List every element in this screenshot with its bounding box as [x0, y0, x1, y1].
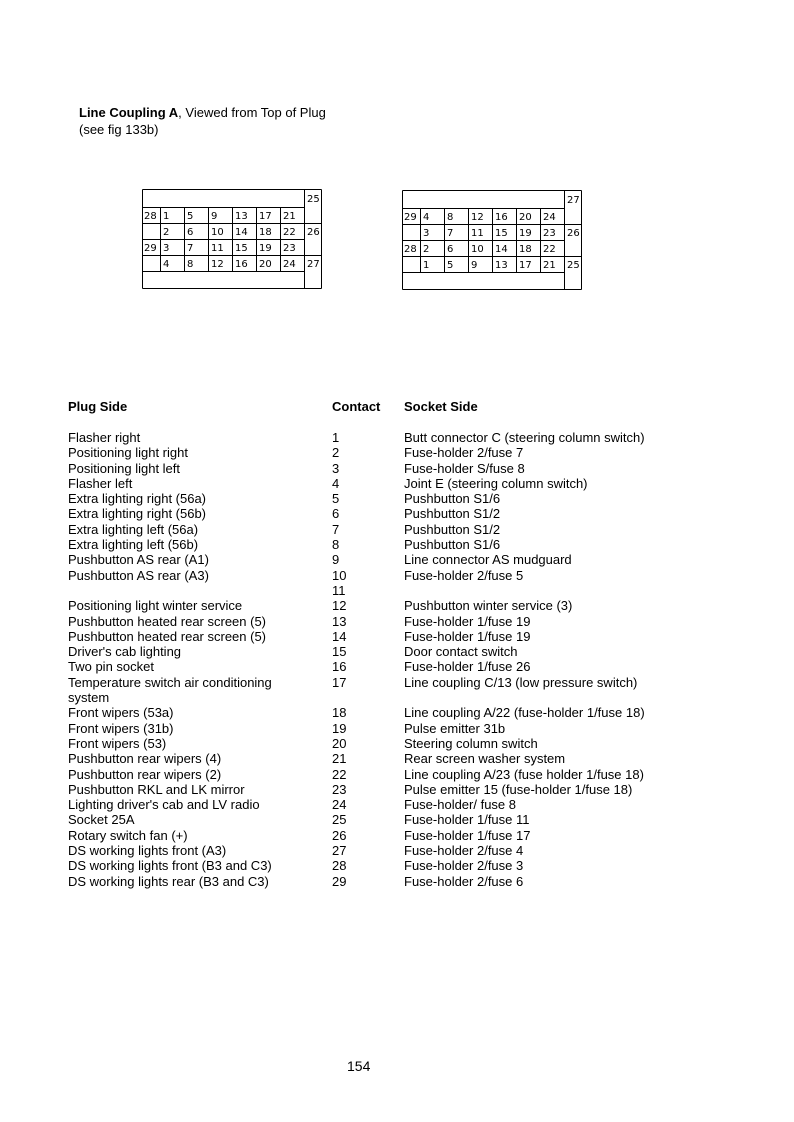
contact-cell: 28 — [332, 858, 347, 874]
socket-side-cell: Line coupling A/23 (fuse holder 1/fuse 18) — [404, 766, 644, 782]
socket-side-cell: Fuse-holder 2/fuse 5 — [404, 567, 524, 583]
contact-cell: 7 — [332, 521, 340, 537]
contact-cell-label: 16 — [495, 212, 508, 223]
socket-side-cell: Pushbutton S1/2 — [404, 521, 501, 537]
contact-cell: 4 — [332, 475, 340, 491]
contact-cell-label: 13 — [495, 260, 508, 271]
contact-cell-label: 24 — [543, 212, 556, 223]
contact-cell-label: 3 — [423, 228, 430, 239]
contact-cell-label: 6 — [447, 244, 454, 255]
contact-cell-label: 10 — [471, 244, 484, 255]
connector-diagram — [402, 190, 582, 290]
socket-side-cell: Fuse-holder/ fuse 8 — [404, 797, 517, 813]
contact-cell-label: 18 — [519, 244, 532, 255]
table-row — [68, 445, 688, 460]
contact-label: 26 — [567, 228, 580, 239]
table-row — [68, 614, 688, 629]
contact-label: 26 — [307, 227, 320, 238]
page-heading — [79, 104, 326, 138]
plug-side-cell: Extra lighting left (56a) — [68, 521, 199, 537]
contact-cell-label: 15 — [495, 228, 508, 239]
plug-side-cell: Front wipers (53) — [68, 735, 167, 751]
socket-side-cell: Fuse-holder 2/fuse 4 — [404, 843, 524, 859]
socket-side-cell: Butt connector C (steering column switch) — [404, 430, 645, 445]
contact-cell: 26 — [332, 827, 347, 843]
socket-side-cell: Rear screen washer system — [404, 751, 566, 767]
contact-cell-label: 13 — [235, 211, 248, 222]
plug-grid-right — [402, 190, 582, 290]
contact-table — [68, 430, 688, 889]
contact-label: 27 — [567, 195, 580, 206]
plug-side-cell: Extra lighting right (56b) — [68, 506, 207, 522]
plug-side-cell: DS working lights front (B3 and C3) — [68, 858, 272, 874]
contact-cell-label: 17 — [259, 211, 272, 222]
contact-cell: 9 — [332, 552, 340, 568]
contact-label: 29 — [144, 243, 157, 254]
contact-cell: 17 — [332, 674, 347, 690]
plug-side-cell: Positioning light winter service — [68, 598, 243, 614]
socket-side-cell: Pulse emitter 31b — [404, 720, 506, 736]
plug-side-cell: Pushbutton AS rear (A3) — [68, 567, 209, 583]
contact-cell-label: 11 — [471, 228, 484, 239]
plug-side-cell: Flasher left — [68, 475, 133, 491]
contact-label: 28 — [144, 211, 157, 222]
contact-cell-label: 1 — [163, 211, 170, 222]
plug-side-cell: Temperature switch air conditioning system — [68, 674, 272, 706]
table-row — [68, 629, 688, 644]
contact-cell-label: 5 — [447, 260, 454, 271]
contact-cell-label: 8 — [447, 212, 454, 223]
contact-cell-label: 7 — [447, 228, 454, 239]
contact-cell: 29 — [332, 873, 347, 889]
socket-side-cell: Pushbutton S1/2 — [404, 506, 501, 522]
contact-cell-label: 6 — [187, 227, 194, 238]
socket-side-cell: Fuse-holder 2/fuse 6 — [404, 873, 524, 889]
contact-cell: 1 — [332, 430, 340, 445]
table-row — [68, 461, 688, 476]
table-row — [68, 644, 688, 659]
socket-side-cell: Pushbutton winter service (3) — [404, 598, 573, 614]
socket-side-cell: Fuse-holder 1/fuse 19 — [404, 628, 531, 644]
plug-side-cell: Lighting driver's cab and LV radio — [68, 797, 260, 813]
contact-cell: 10 — [332, 567, 347, 583]
plug-side-cell: DS working lights rear (B3 and C3) — [68, 873, 269, 889]
plug-side-cell: Flasher right — [68, 430, 141, 445]
table-row — [68, 843, 688, 858]
contact-cell: 25 — [332, 812, 347, 828]
contact-cell-label: 19 — [259, 243, 272, 254]
table-row — [68, 552, 688, 567]
contact-cell: 5 — [332, 491, 340, 507]
contact-cell: 3 — [332, 460, 340, 476]
page-number: 154 — [347, 1058, 371, 1074]
socket-side-cell: Joint E (steering column switch) — [404, 475, 588, 491]
contact-cell-label: 2 — [163, 227, 170, 238]
socket-side-cell: Fuse-holder 1/fuse 26 — [404, 659, 531, 675]
table-row — [68, 705, 688, 720]
contact-cell-label: 9 — [211, 211, 218, 222]
contact-cell: 11 — [332, 582, 346, 598]
plug-side-cell: Positioning light left — [68, 460, 181, 476]
socket-side-cell: Line coupling C/13 (low pressure switch) — [404, 674, 638, 690]
contact-cell-label: 20 — [519, 212, 532, 223]
socket-side-cell: Fuse-holder 1/fuse 17 — [404, 827, 531, 843]
heading-subtitle: (see fig 133b) — [79, 122, 159, 137]
plug-side-cell: Driver's cab lighting — [68, 644, 182, 660]
contact-cell-label: 4 — [423, 212, 430, 223]
contact-label: 25 — [567, 260, 580, 271]
contact-cell: 27 — [332, 843, 347, 859]
table-row — [68, 476, 688, 491]
table-row — [68, 874, 688, 889]
contact-cell: 21 — [332, 751, 347, 767]
socket-side-cell: Fuse-holder 1/fuse 11 — [404, 812, 530, 828]
contact-cell-label: 16 — [235, 259, 248, 270]
plug-side-cell: DS working lights front (A3) — [68, 843, 227, 859]
contact-cell-label: 14 — [235, 227, 248, 238]
contact-cell: 19 — [332, 720, 347, 736]
contact-cell: 22 — [332, 766, 347, 782]
table-row — [68, 782, 688, 797]
contact-cell: 13 — [332, 613, 347, 629]
plug-side-cell: Pushbutton AS rear (A1) — [68, 552, 209, 568]
contact-cell-label: 18 — [259, 227, 272, 238]
plug-side-cell — [68, 583, 303, 598]
table-row — [68, 736, 688, 751]
contact-label: 27 — [307, 259, 320, 270]
table-row — [68, 828, 688, 843]
socket-side-cell: Pushbutton S1/6 — [404, 537, 501, 553]
plug-side-cell: Front wipers (31b) — [68, 720, 174, 736]
contact-cell-label: 1 — [423, 260, 430, 271]
plug-side-cell: Front wipers (53a) — [68, 705, 174, 721]
contact-cell: 14 — [332, 628, 347, 644]
plug-side-cell: Socket 25A — [68, 812, 135, 828]
contact-label: 25 — [307, 194, 320, 205]
table-row — [68, 812, 688, 827]
contact-cell: 18 — [332, 705, 347, 721]
contact-cell-label: 3 — [163, 243, 170, 254]
contact-cell-label: 21 — [283, 211, 296, 222]
plug-side-cell: Pushbutton heated rear screen (5) — [68, 613, 267, 629]
plug-side-cell: Pushbutton heated rear screen (5) — [68, 628, 267, 644]
table-row — [68, 598, 688, 613]
contact-cell: 23 — [332, 781, 347, 797]
table-row — [68, 506, 688, 521]
plug-grid-left — [142, 189, 322, 289]
contact-cell: 8 — [332, 537, 340, 553]
contact-cell-label: 14 — [495, 244, 508, 255]
socket-side-cell: Steering column switch — [404, 735, 538, 751]
table-row — [68, 659, 688, 674]
contact-cell: 15 — [332, 644, 347, 660]
socket-side-cell: Pushbutton S1/6 — [404, 491, 501, 507]
contact-cell: 12 — [332, 598, 347, 614]
table-row — [68, 537, 688, 552]
table-row — [68, 767, 688, 782]
contact-cell: 2 — [332, 445, 340, 461]
contact-cell-label: 19 — [519, 228, 532, 239]
contact-cell-label: 9 — [471, 260, 478, 271]
header-socket-side: Socket Side — [404, 399, 478, 414]
contact-cell: 20 — [332, 735, 347, 751]
contact-cell-label: 2 — [423, 244, 430, 255]
heading-rest: , Viewed from Top of Plug — [178, 105, 326, 120]
header-contact: Contact — [332, 399, 381, 414]
socket-side-cell: Door contact switch — [404, 644, 518, 660]
contact-label: 29 — [404, 212, 417, 223]
table-row — [68, 430, 688, 445]
contact-cell-label: 7 — [187, 243, 194, 254]
contact-cell-label: 23 — [543, 228, 556, 239]
contact-cell-label: 23 — [283, 243, 296, 254]
contact-cell-label: 12 — [211, 259, 224, 270]
plug-side-cell: Pushbutton rear wipers (2) — [68, 766, 222, 782]
socket-side-cell: Fuse-holder 2/fuse 3 — [404, 858, 524, 874]
contact-cell-label: 10 — [211, 227, 224, 238]
socket-side-cell: Fuse-holder S/fuse 8 — [404, 460, 525, 476]
contact-cell-label: 12 — [471, 212, 484, 223]
contact-cell-label: 4 — [163, 259, 170, 270]
plug-side-cell: Extra lighting left (56b) — [68, 537, 199, 553]
contact-cell-label: 24 — [283, 259, 296, 270]
table-row — [68, 858, 688, 873]
contact-cell: 24 — [332, 797, 347, 813]
socket-side-cell: Line connector AS mudguard — [404, 552, 572, 568]
connector-diagram — [142, 189, 322, 289]
plug-side-cell: Pushbutton RKL and LK mirror — [68, 781, 245, 797]
contact-cell-label: 22 — [283, 227, 296, 238]
plug-side-cell: Extra lighting right (56a) — [68, 491, 207, 507]
header-plug-side: Plug Side — [68, 399, 128, 414]
socket-side-cell: Fuse-holder 1/fuse 19 — [404, 613, 531, 629]
contact-cell-label: 22 — [543, 244, 556, 255]
contact-label: 28 — [404, 244, 417, 255]
plug-side-cell: Positioning light right — [68, 445, 188, 461]
socket-side-cell: Line coupling A/22 (fuse-holder 1/fuse 18) — [404, 705, 645, 721]
plug-side-cell: Pushbutton rear wipers (4) — [68, 751, 222, 767]
heading-bold: Line Coupling A — [79, 105, 179, 120]
plug-side-cell: Two pin socket — [68, 659, 154, 675]
socket-side-cell: Fuse-holder 2/fuse 7 — [404, 445, 524, 461]
table-row — [68, 583, 688, 598]
table-row — [68, 751, 688, 766]
table-row — [68, 491, 688, 506]
contact-cell-label: 5 — [187, 211, 194, 222]
table-row — [68, 522, 688, 537]
table-row — [68, 721, 688, 736]
contact-cell-label: 21 — [543, 260, 556, 271]
table-row — [68, 675, 688, 706]
table-row — [68, 797, 688, 812]
contact-cell-label: 15 — [235, 243, 248, 254]
plug-side-cell: Rotary switch fan (+) — [68, 827, 188, 843]
contact-cell-label: 17 — [519, 260, 532, 271]
contact-cell: 6 — [332, 506, 340, 522]
contact-cell-label: 11 — [211, 243, 224, 254]
contact-cell-label: 20 — [259, 259, 272, 270]
contact-cell-label: 8 — [187, 259, 194, 270]
contact-cell: 16 — [332, 659, 347, 675]
socket-side-cell: Pulse emitter 15 (fuse-holder 1/fuse 18) — [404, 781, 633, 797]
table-row — [68, 568, 688, 583]
